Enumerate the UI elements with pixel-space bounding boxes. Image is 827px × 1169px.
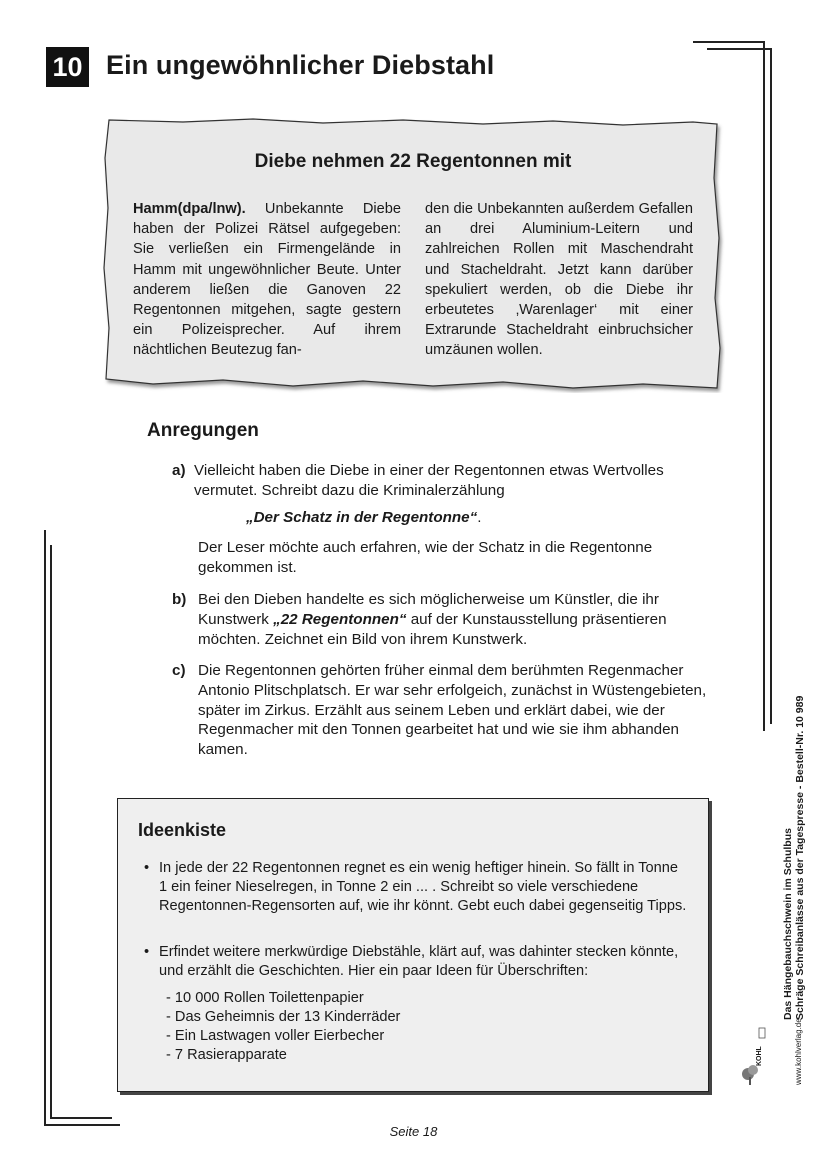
- logo-text: KOHL: [756, 1046, 763, 1066]
- task-a-continued: [172, 538, 717, 578]
- task-text: Vielleicht haben die Diebe in einer der Regentonnen etwas Wertvolles vermutet. Schreibt dazu die Kriminalerzählung: [194, 462, 664, 499]
- task-c: [172, 661, 717, 760]
- bullet-dot: •: [144, 944, 150, 960]
- ideas-box: [117, 798, 709, 1092]
- frame-line: [693, 41, 764, 43]
- ideas-heading: Ideenkiste: [138, 820, 227, 840]
- clipping-text-1: Unbekannte Diebe haben der Polizei Rätsel aufgegeben: Sie verließen ein Firmengelände in Hamm mit ungewöhnlicher Beute. Unter anderem ließen die Ganoven 22 Regentonnen mitgehen, sagte gestern ein Polizeisprecher. Auf ihrem nächtlichen Beutezug fan-: [133, 201, 401, 359]
- ideas-bullet: [144, 943, 689, 981]
- clipping-text-2: den die Unbekannten außerdem Gefallen an drei Aluminium-Leitern und zahlreichen Rollen mit Maschendraht und Stacheldraht. Jetzt kann darüber spekuliert werden, ob die Diebe ihr erbeutetes ‚Warenlager‘ mit einer Extrarunde Stacheldraht einbruchsicher umzäunen wollen.: [425, 201, 693, 359]
- ideas-bullet: [144, 859, 689, 917]
- task-label: c): [172, 662, 186, 679]
- task-label: a): [172, 462, 186, 479]
- publisher-url: www.kohlverlag.de: [794, 1018, 803, 1085]
- frame-line: [44, 530, 46, 1126]
- bullet-text: Erfindet weitere merkwürdige Diebstähle, klärt auf, was dahinter stecken könnte, und erzählt die Geschichten. Hier ein paar Ideen für Überschriften:: [159, 944, 679, 980]
- book-title: Das Hängebauchschwein im Schulbus: [782, 828, 794, 1020]
- chapter-number: 10: [46, 47, 89, 87]
- section-heading-suggestions: Anregungen: [147, 420, 259, 441]
- frame-line: [50, 545, 52, 1118]
- clipping-source: Hamm(dpa/lnw).: [133, 201, 246, 217]
- task-label: b): [172, 591, 187, 608]
- idea-item: - Ein Lastwagen voller Eierbecher: [166, 1028, 385, 1044]
- frame-line: [770, 48, 772, 724]
- idea-item: - Das Geheimnis der 13 Kinderräder: [166, 1009, 401, 1025]
- task-text: Die Regentonnen gehörten früher einmal dem berühmten Regenmacher Antonio Plitschplatsch. Er war sehr erfolgeich, zunächst in Wüstengebieten, später im Zirkus. Erzählt aus seinem Leben und erklärt dabei, wie der Regenmacher mit den Tonnen gearbeitet hat und wie sie ihm abhanden kamen.: [198, 662, 707, 759]
- task-a: [172, 461, 717, 501]
- clipping-column-1: [133, 199, 401, 361]
- story-title: [246, 509, 481, 526]
- publisher-logo: [741, 1022, 767, 1086]
- frame-line: [763, 41, 765, 731]
- frame-line: [707, 48, 770, 50]
- task-b-text-1: Bei den Dieben handelte es sich möglicherweise um Künstler, die ihr Kunstwerk: [198, 591, 659, 628]
- story-title-end: .: [477, 509, 482, 526]
- clipping-column-2: [425, 199, 693, 361]
- bullet-text: In jede der 22 Regentonnen regnet es ein wenig heftiger hinein. So fällt in Tonne 1 ein feiner Nieselregen, in Tonne 2 ein ... . Schreibt so viele verschiedene Regentonnen-Regensorten auf, wie ihr könnt. Gebt euch dabei gegenseitig Tipps.: [159, 860, 687, 915]
- idea-item: - 7 Rasierapparate: [166, 1047, 287, 1063]
- task-b: [172, 590, 717, 649]
- publisher-info: [782, 695, 806, 1020]
- page-title: Ein ungewöhnlicher Diebstahl: [106, 50, 495, 80]
- clipping-headline: Diebe nehmen 22 Regentonnen mit: [254, 151, 572, 172]
- artwork-title: „22 Regentonnen“: [273, 610, 407, 628]
- newspaper-clipping: [103, 118, 721, 390]
- book-subtitle: Schräge Schreibanlässe aus der Tagespresse - Bestell-Nr. 10 989: [794, 695, 806, 1020]
- bullet-dot: •: [144, 860, 150, 876]
- task-b-text-2: auf der Kunstausstellung präsentieren möchten. Zeichnet ein Bild von ihrem Kunstwerk.: [198, 610, 667, 648]
- idea-item: - 10 000 Rollen Toilettenpapier: [166, 990, 364, 1006]
- tree-logo-icon: [741, 1022, 767, 1086]
- task-text: Der Leser möchte auch erfahren, wie der Schatz in die Regentonne gekommen ist.: [198, 539, 653, 576]
- frame-line: [50, 1117, 112, 1119]
- story-title-text: „Der Schatz in der Regentonne“: [246, 509, 478, 526]
- task-text: [198, 590, 717, 649]
- page-number: Seite 18: [389, 1124, 438, 1139]
